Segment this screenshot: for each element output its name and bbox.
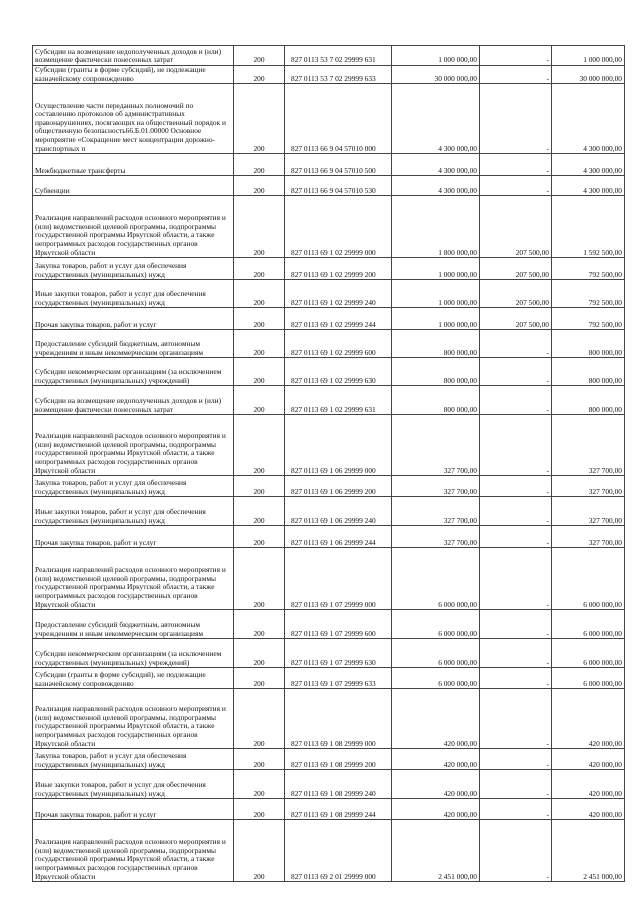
row-planned-amount: 6 000 000,00: [392, 610, 480, 639]
table-row: [33, 639, 625, 668]
row-planned-amount: 1 000 000,00: [392, 46, 480, 66]
row-type-code: 200: [234, 497, 285, 526]
row-name: Прочая закупка товаров, работ и услуг: [33, 799, 234, 820]
row-type-code: 200: [234, 689, 285, 749]
row-planned-amount: 327 700,00: [392, 497, 480, 526]
row-change-amount: -: [480, 358, 552, 386]
row-classification-code: 827 0113 66 9 04 57010 530: [285, 176, 392, 196]
row-planned-amount: 6 000 000,00: [392, 548, 480, 610]
row-type-code: 200: [234, 196, 285, 258]
row-total-amount: 2 451 000,00: [552, 820, 625, 882]
row-name: Реализация направлений расходов основного мероприятия и (или) ведомственной целевой программы, подпрограммы государственной программы Иркутской области, а также непрограммных расходов государственных органов Иркутской области: [33, 820, 234, 882]
row-total-amount: 792 500,00: [552, 280, 625, 308]
row-total-amount: 420 000,00: [552, 799, 625, 820]
row-total-amount: 327 700,00: [552, 415, 625, 476]
row-planned-amount: 2 451 000,00: [392, 820, 480, 882]
table-row: [33, 476, 625, 497]
row-type-code: 200: [234, 84, 285, 154]
row-change-amount: -: [480, 668, 552, 689]
row-total-amount: 800 000,00: [552, 386, 625, 415]
row-total-amount: 327 700,00: [552, 476, 625, 497]
row-type-code: 200: [234, 66, 285, 84]
row-planned-amount: 1 800 000,00: [392, 196, 480, 258]
row-classification-code: 827 0113 66 9 04 57010 500: [285, 154, 392, 176]
row-classification-code: 827 0113 69 1 08 29999 200: [285, 749, 392, 770]
table-row: [33, 749, 625, 770]
row-planned-amount: 6 000 000,00: [392, 668, 480, 689]
row-name: Субсидии на возмещение недополученных доходов и (или) возмещение фактически понесенных затрат: [33, 46, 234, 66]
row-name: Прочая закупка товаров, работ и услуг: [33, 308, 234, 330]
row-name: Осуществление части переданных полномочий по составлению протоколов об административных правонарушениях, посягающих на общественный порядок и общественную безопасность66.Б.01.00000 Основное мероприятие «Сокращение мест концентрации дорожно-транспортных п: [33, 84, 234, 154]
row-change-amount: -: [480, 749, 552, 770]
row-planned-amount: 4 300 000,00: [392, 154, 480, 176]
row-total-amount: 1 000 000,00: [552, 46, 625, 66]
row-change-amount: -: [480, 330, 552, 358]
row-change-amount: -: [480, 689, 552, 749]
row-change-amount: -: [480, 66, 552, 84]
table-row: [33, 358, 625, 386]
row-change-amount: -: [480, 610, 552, 639]
row-classification-code: 827 0113 69 1 02 29999 240: [285, 280, 392, 308]
row-type-code: 200: [234, 330, 285, 358]
table-row: [33, 497, 625, 526]
table-row: [33, 280, 625, 308]
row-type-code: 200: [234, 176, 285, 196]
row-planned-amount: 1 000 000,00: [392, 280, 480, 308]
row-total-amount: 327 700,00: [552, 497, 625, 526]
row-type-code: 200: [234, 308, 285, 330]
row-total-amount: 792 500,00: [552, 308, 625, 330]
row-classification-code: 827 0113 69 1 07 29999 633: [285, 668, 392, 689]
row-total-amount: 792 500,00: [552, 258, 625, 280]
row-type-code: 200: [234, 154, 285, 176]
table-row: [33, 415, 625, 476]
row-change-amount: -: [480, 497, 552, 526]
row-name: Субсидии некоммерческим организациям (за исключением государственных (муниципальных) учреждений): [33, 639, 234, 668]
row-total-amount: 6 000 000,00: [552, 639, 625, 668]
budget-table-body: [33, 46, 625, 882]
row-name: Субсидии (гранты в форме субсидий), не подлежащие казначейскому сопровождению: [33, 668, 234, 689]
row-planned-amount: 800 000,00: [392, 358, 480, 386]
row-type-code: 200: [234, 770, 285, 799]
table-row: [33, 258, 625, 280]
row-classification-code: 827 0113 53 7 02 29999 631: [285, 46, 392, 66]
row-planned-amount: 30 000 000,00: [392, 66, 480, 84]
row-name: Предоставление субсидий бюджетным, автономным учреждениям и иным некоммерческим организациям: [33, 610, 234, 639]
row-classification-code: 827 0113 53 7 02 29999 633: [285, 66, 392, 84]
row-classification-code: 827 0113 69 1 08 29999 000: [285, 689, 392, 749]
row-change-amount: -: [480, 770, 552, 799]
row-type-code: 200: [234, 46, 285, 66]
row-classification-code: 827 0113 69 2 01 29999 000: [285, 820, 392, 882]
row-name: Иные закупки товаров, работ и услуг для обеспечения государственных (муниципальных) нужд: [33, 770, 234, 799]
row-planned-amount: 4 300 000,00: [392, 84, 480, 154]
table-row: [33, 386, 625, 415]
row-name: Реализация направлений расходов основного мероприятия и (или) ведомственной целевой программы, подпрограммы государственной программы Иркутской области, а также непрограммных расходов государственных органов Иркутской области: [33, 415, 234, 476]
row-type-code: 200: [234, 358, 285, 386]
row-classification-code: 827 0113 69 1 02 29999 630: [285, 358, 392, 386]
table-row: [33, 820, 625, 882]
row-type-code: 200: [234, 280, 285, 308]
row-name: Закупка товаров, работ и услуг для обеспечения государственных (муниципальных) нужд: [33, 258, 234, 280]
row-classification-code: 827 0113 69 1 08 29999 240: [285, 770, 392, 799]
row-change-amount: -: [480, 820, 552, 882]
row-classification-code: 827 0113 69 1 02 29999 600: [285, 330, 392, 358]
row-classification-code: 827 0113 69 1 07 29999 630: [285, 639, 392, 668]
table-row: [33, 308, 625, 330]
table-row: [33, 46, 625, 66]
row-classification-code: 827 0113 69 1 06 29999 200: [285, 476, 392, 497]
row-change-amount: -: [480, 84, 552, 154]
row-type-code: 200: [234, 476, 285, 497]
row-total-amount: 30 000 000,00: [552, 66, 625, 84]
table-row: [33, 66, 625, 84]
row-planned-amount: 327 700,00: [392, 526, 480, 548]
row-classification-code: 827 0113 69 1 02 29999 000: [285, 196, 392, 258]
row-change-amount: -: [480, 386, 552, 415]
row-name: Закупка товаров, работ и услуг для обеспечения государственных (муниципальных) нужд: [33, 749, 234, 770]
row-type-code: 200: [234, 386, 285, 415]
row-classification-code: 827 0113 69 1 06 29999 000: [285, 415, 392, 476]
row-type-code: 200: [234, 548, 285, 610]
table-row: [33, 526, 625, 548]
row-name: Межбюджетные трансферты: [33, 154, 234, 176]
table-row: [33, 196, 625, 258]
row-name: Закупка товаров, работ и услуг для обеспечения государственных (муниципальных) нужд: [33, 476, 234, 497]
row-change-amount: -: [480, 46, 552, 66]
row-total-amount: 800 000,00: [552, 330, 625, 358]
row-name: Иные закупки товаров, работ и услуг для обеспечения государственных (муниципальных) нужд: [33, 497, 234, 526]
row-name: Субвенции: [33, 176, 234, 196]
row-total-amount: 420 000,00: [552, 689, 625, 749]
row-change-amount: -: [480, 548, 552, 610]
row-change-amount: -: [480, 639, 552, 668]
row-total-amount: 420 000,00: [552, 770, 625, 799]
row-total-amount: 4 300 000,00: [552, 176, 625, 196]
row-change-amount: 207 500,00: [480, 280, 552, 308]
row-name: Реализация направлений расходов основного мероприятия и (или) ведомственной целевой программы, подпрограммы государственной программы Иркутской области, а также непрограммных расходов государственных органов Иркутской области: [33, 689, 234, 749]
row-total-amount: 6 000 000,00: [552, 548, 625, 610]
row-planned-amount: 800 000,00: [392, 386, 480, 415]
row-total-amount: 327 700,00: [552, 526, 625, 548]
row-classification-code: 827 0113 69 1 02 29999 244: [285, 308, 392, 330]
row-classification-code: 827 0113 66 9 04 57010 000: [285, 84, 392, 154]
table-row: [33, 770, 625, 799]
table-row: [33, 84, 625, 154]
row-classification-code: 827 0113 69 1 02 29999 200: [285, 258, 392, 280]
row-planned-amount: 327 700,00: [392, 415, 480, 476]
row-change-amount: 207 500,00: [480, 258, 552, 280]
row-classification-code: 827 0113 69 1 06 29999 240: [285, 497, 392, 526]
row-planned-amount: 6 000 000,00: [392, 639, 480, 668]
row-total-amount: 800 000,00: [552, 358, 625, 386]
row-total-amount: 1 592 500,00: [552, 196, 625, 258]
table-row: [33, 668, 625, 689]
table-row: [33, 330, 625, 358]
row-planned-amount: 4 300 000,00: [392, 176, 480, 196]
row-classification-code: 827 0113 69 1 07 29999 000: [285, 548, 392, 610]
table-row: [33, 610, 625, 639]
budget-table: [32, 45, 625, 882]
row-type-code: 200: [234, 639, 285, 668]
row-planned-amount: 420 000,00: [392, 770, 480, 799]
row-name: Реализация направлений расходов основного мероприятия и (или) ведомственной целевой программы, подпрограммы государственной программы Иркутской области, а также непрограммных расходов государственных органов Иркутской области: [33, 196, 234, 258]
row-classification-code: 827 0113 69 1 08 29999 244: [285, 799, 392, 820]
row-planned-amount: 327 700,00: [392, 476, 480, 497]
row-change-amount: -: [480, 415, 552, 476]
row-type-code: 200: [234, 610, 285, 639]
row-name: Предоставление субсидий бюджетным, автономным учреждениям и иным некоммерческим организациям: [33, 330, 234, 358]
row-change-amount: 207 500,00: [480, 308, 552, 330]
row-planned-amount: 420 000,00: [392, 799, 480, 820]
table-row: [33, 548, 625, 610]
table-row: [33, 689, 625, 749]
row-total-amount: 6 000 000,00: [552, 610, 625, 639]
row-type-code: 200: [234, 749, 285, 770]
row-type-code: 200: [234, 526, 285, 548]
row-change-amount: -: [480, 154, 552, 176]
row-total-amount: 4 300 000,00: [552, 154, 625, 176]
table-row: [33, 154, 625, 176]
row-change-amount: -: [480, 799, 552, 820]
row-change-amount: -: [480, 176, 552, 196]
row-planned-amount: 1 000 000,00: [392, 308, 480, 330]
row-name: Реализация направлений расходов основного мероприятия и (или) ведомственной целевой программы, подпрограммы государственной программы Иркутской области, а также непрограммных расходов государственных органов Иркутской области: [33, 548, 234, 610]
table-row: [33, 799, 625, 820]
row-classification-code: 827 0113 69 1 06 29999 244: [285, 526, 392, 548]
row-type-code: 200: [234, 415, 285, 476]
row-planned-amount: 420 000,00: [392, 749, 480, 770]
row-name: Субсидии некоммерческим организациям (за исключением государственных (муниципальных) учреждений): [33, 358, 234, 386]
row-planned-amount: 1 000 000,00: [392, 258, 480, 280]
row-type-code: 200: [234, 820, 285, 882]
row-classification-code: 827 0113 69 1 02 29999 631: [285, 386, 392, 415]
row-total-amount: 6 000 000,00: [552, 668, 625, 689]
row-planned-amount: 800 000,00: [392, 330, 480, 358]
row-name: Субсидии на возмещение недополученных доходов и (или) возмещение фактически понесенных затрат: [33, 386, 234, 415]
row-change-amount: -: [480, 526, 552, 548]
row-type-code: 200: [234, 258, 285, 280]
row-change-amount: -: [480, 476, 552, 497]
row-type-code: 200: [234, 668, 285, 689]
row-type-code: 200: [234, 799, 285, 820]
row-planned-amount: 420 000,00: [392, 689, 480, 749]
row-name: Субсидии (гранты в форме субсидий), не подлежащие казначейскому сопровождению: [33, 66, 234, 84]
row-classification-code: 827 0113 69 1 07 29999 600: [285, 610, 392, 639]
row-change-amount: 207 500,00: [480, 196, 552, 258]
row-total-amount: 420 000,00: [552, 749, 625, 770]
row-name: Иные закупки товаров, работ и услуг для обеспечения государственных (муниципальных) нужд: [33, 280, 234, 308]
row-total-amount: 4 300 000,00: [552, 84, 625, 154]
table-row: [33, 176, 625, 196]
row-name: Прочая закупка товаров, работ и услуг: [33, 526, 234, 548]
